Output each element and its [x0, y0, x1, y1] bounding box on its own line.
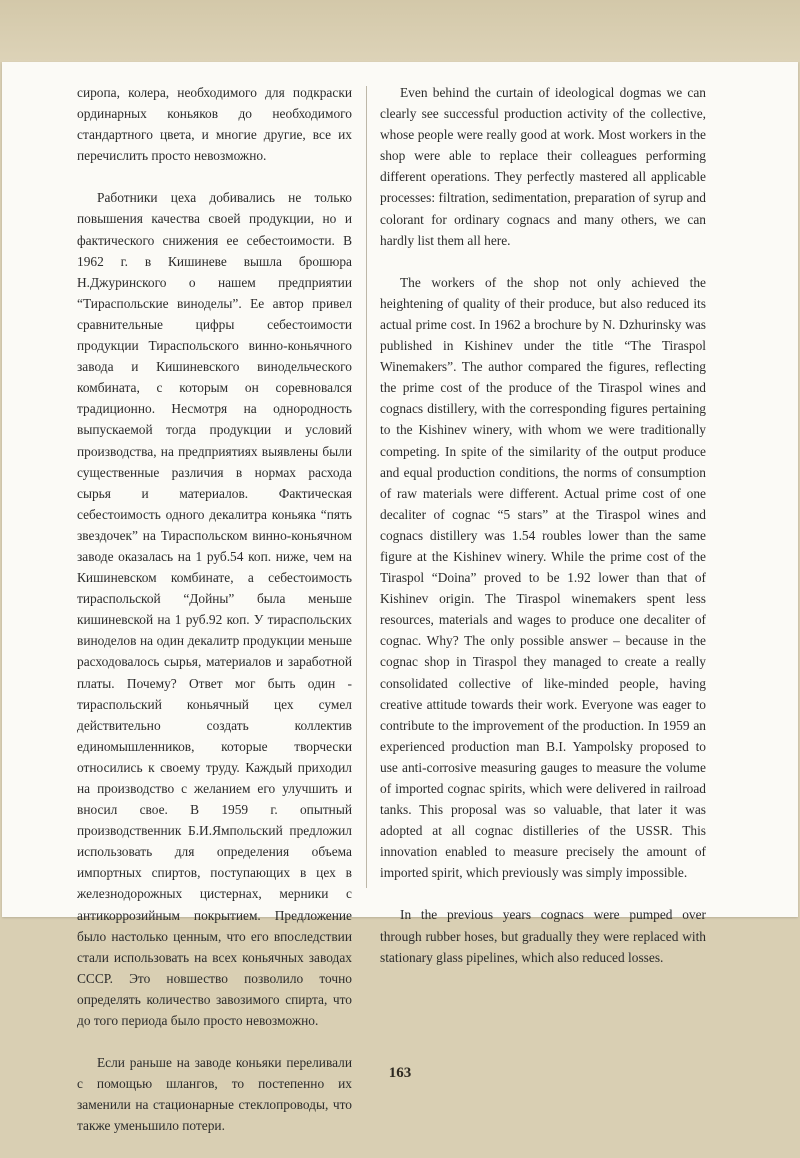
- en-paragraph-1: Even behind the curtain of ideological dogmas we can clearly see successful production activity of the collective, whose people were really good at work. Most workers in the shop were able to replace their colleagues performing different operations. They perfectly mastered all applicable processes: filtration, sedimentation, preparation of syrup and colorant for ordinary cognacs and many others, we can hardly list them all here.: [380, 85, 706, 248]
- column-divider: [366, 86, 367, 888]
- ru-paragraph-1: сиропа, колера, необходимого для подкраски ординарных коньяков до необходимого стандартного цвета, и многие другие, все их перечислить просто невозможно.: [77, 85, 352, 164]
- ru-paragraph-2: Работники цеха добивались не только повышения качества своей продукции, но и фактического снижения ее себестоимости. В 1962 г. в Кишиневе вышла брошюра Н.Джуринского о нашем предприятии “Тираспольские виноделы”. Ее автор привел сравнительные цифры себестоимости продукции Тираспольского винно-коньячного завода и Кишиневского винодельческого комбината, с которым он соревновался традиционно. Несмотря на однородность выпускаемой тогда продукции и условий производства, на предприятиях выявлены были существенные различия в нормах расхода сырья и материалов. Фактическая себестоимость одного декалитра коньяка “пять звездочек” на Тираспольском винно-коньячном заводе оказалась на 1 руб.54 коп. ниже, чем на Кишиневском комбинате, а себестоимость тираспольской “Дойны” была меньше кишиневской на 1 руб.92 коп. У тираспольских виноделов на один декалитр продукции меньше расходовалось сырья, материалов и заработной платы. Почему? Ответ мог быть один - тираспольский коньячный цех сумел действительно создать коллектив единомышленников, которые творчески относились к своему труду. Каждый приходил на производство с желанием его улучшить и вносил свое. В 1959 г. опытный производственник Б.И.Ямпольский предложил использовать для определения объема импортных спиртов, поступающих в цех в железнодорожных цистернах, мерники с антикоррозийным покрытием. Предложение было настолько ценным, что его впоследствии стали использовать на всех коньячных заводах СССР. Это новшество позволило точно определять количество завозимого спирта, что до того периода было просто невозможно.: [77, 190, 352, 1029]
- russian-text-column: [77, 82, 352, 1158]
- background-paper: [0, 0, 800, 62]
- en-paragraph-2: The workers of the shop not only achieved the heightening of quality of their produce, but also reduced its actual prime cost. In 1962 a brochure by N. Dzhurinsky was published in Kishinev under the title “The Tiraspol Winemakers”. The author compared the figures, reflecting the prime cost of the produce of the Tiraspol wines and cognacs distillery, with the corresponding figures pertaining to the Kishinev winery, with whom we were traditionally competing. In spite of the similarity of the output produce and equal production conditions, the norms of consumption of raw materials were different. Actual prime cost of one decaliter of cognac “5 stars” at the Tiraspol wines and cognacs distillery was 1.54 roubles lower than the same figure at the Kishinev winery. While the prime cost of the Tiraspol “Doina” proved to be 1.92 lower than that of Kishinev origin. The Tiraspol winemakers spent less resources, materials and wages to produce one decaliter of cognac. Why? The only possible answer – because in the cognac shop in Tiraspol they managed to create a really consolidated collective of like-minded people, having creative attitude towards their work. Everyone was eager to contribute to the improvement of the production. In 1959 an experienced production man B.I. Yampolsky proposed to use anti-corrosive measuring gauges to measure the volume of imported cognac spirits, which were delivered in railroad tanks. This proposal was so valuable, that later it was adopted at all cognac distilleries of the USSR. This innovation enabled to measure precisely the amount of imported spirit, which previously was simply impossible.: [380, 274, 706, 881]
- ru-paragraph-3: Если раньше на заводе коньяки переливали с помощью шлангов, то постепенно их заменили на стационарные стеклопроводы, что также уменьшило потери.: [77, 1055, 352, 1134]
- page-number: 163: [388, 1065, 412, 1081]
- english-text-column: [380, 82, 706, 989]
- en-paragraph-3: In the previous years cognacs were pumped over through rubber hoses, but gradually they were replaced with stationary glass pipelines, which also reduced losses.: [380, 907, 706, 965]
